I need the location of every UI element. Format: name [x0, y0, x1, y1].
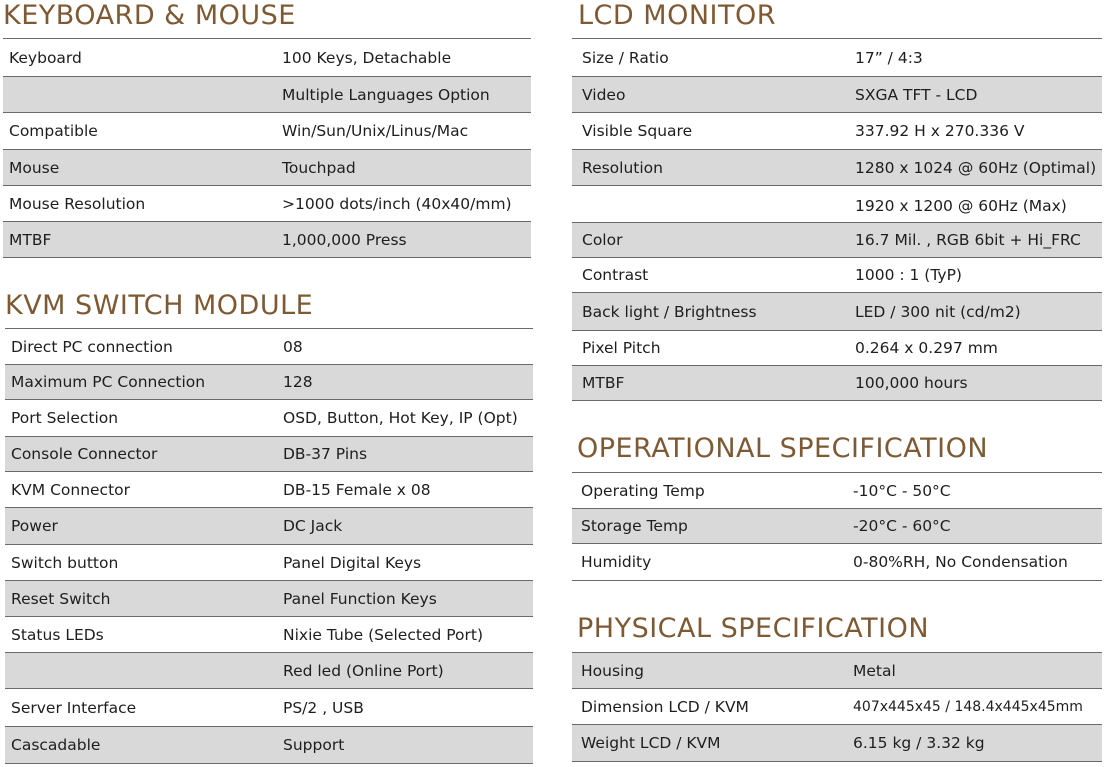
table-row — [572, 293, 1102, 331]
physical-section — [572, 613, 1102, 765]
spec-label: Weight LCD / KVM — [581, 734, 721, 752]
table-row — [572, 544, 1102, 581]
section-title: LCD MONITOR — [578, 0, 776, 31]
kvm-switch-section — [5, 290, 533, 765]
table-row — [572, 473, 1102, 509]
table-row — [5, 437, 533, 472]
spec-value: 6.15 kg / 3.32 kg — [853, 734, 985, 752]
spec-value: SXGA TFT - LCD — [855, 85, 978, 104]
table-row — [572, 689, 1102, 725]
spec-table — [572, 472, 1102, 581]
table-row — [572, 222, 1102, 258]
table-row — [572, 366, 1102, 401]
spec-table — [572, 38, 1102, 401]
spec-value: 0-80%RH, No Condensation — [853, 553, 1068, 571]
table-row — [5, 653, 533, 689]
spec-table — [3, 38, 531, 259]
spec-value: 407x445x45 / 148.4x445x45mm — [853, 698, 1083, 715]
spec-value: 1280 x 1024 @ 60Hz (Optimal) — [855, 158, 1097, 177]
spec-value: 0.264 x 0.297 mm — [855, 339, 998, 357]
spec-label: Reset Switch — [11, 589, 111, 608]
table-row — [5, 689, 533, 727]
spec-label: Storage Temp — [581, 517, 688, 535]
table-row — [572, 258, 1102, 293]
spec-value: -10°C - 50°C — [853, 481, 951, 500]
spec-value: Multiple Languages Option — [282, 85, 490, 104]
spec-value: PS/2 , USB — [283, 698, 364, 717]
spec-label: Dimension LCD / KVM — [581, 697, 749, 716]
spec-label: MTBF — [9, 230, 52, 249]
operational-section — [572, 433, 1102, 583]
spec-value: 1000 : 1 (TyP) — [855, 266, 962, 284]
spec-label: Housing — [581, 661, 645, 680]
spec-value: 128 — [283, 373, 313, 391]
spec-value: Panel Function Keys — [283, 589, 437, 608]
spec-value: Metal — [853, 661, 896, 680]
section-title: OPERATIONAL SPECIFICATION — [577, 433, 989, 464]
spec-label: Operating Temp — [581, 481, 705, 500]
spec-label: Resolution — [582, 158, 663, 177]
spec-value: 337.92 H x 270.336 V — [855, 122, 1025, 140]
spec-label: Mouse — [9, 158, 60, 177]
table-row — [5, 508, 533, 545]
spec-label: KVM Connector — [11, 480, 131, 499]
spec-label: Power — [11, 517, 58, 535]
table-row — [3, 113, 531, 150]
table-row — [5, 400, 533, 437]
table-row — [572, 509, 1102, 544]
spec-value: DB-37 Pins — [283, 445, 368, 463]
table-row — [5, 329, 533, 365]
spec-label: Status LEDs — [11, 625, 104, 644]
table-row — [3, 222, 531, 258]
spec-value: 08 — [283, 337, 303, 356]
lcd-monitor-section — [572, 0, 1102, 400]
table-row — [5, 472, 533, 508]
spec-label: Mouse Resolution — [9, 194, 146, 213]
table-row — [572, 77, 1102, 113]
spec-value: Red led (Online Port) — [283, 661, 444, 680]
table-row — [3, 150, 531, 186]
spec-value: Win/Sun/Unix/Linus/Mac — [282, 122, 469, 140]
spec-label: Video — [582, 85, 626, 104]
section-title: KVM SWITCH MODULE — [5, 290, 314, 321]
table-row — [5, 545, 533, 581]
spec-label: Pixel Pitch — [582, 339, 661, 357]
spec-value: DC Jack — [283, 517, 343, 535]
table-row — [5, 365, 533, 400]
spec-label: Back light / Brightness — [582, 302, 757, 321]
section-title: PHYSICAL SPECIFICATION — [577, 613, 930, 644]
spec-label: MTBF — [582, 374, 625, 392]
spec-value: OSD, Button, Hot Key, IP (Opt) — [283, 409, 518, 427]
spec-label: Maximum PC Connection — [11, 373, 206, 391]
table-row — [3, 39, 531, 77]
table-row — [572, 331, 1102, 366]
table-row — [572, 725, 1102, 762]
spec-label: Visible Square — [582, 122, 693, 140]
table-row — [5, 727, 533, 764]
spec-label: Cascadable — [11, 736, 101, 754]
spec-value: >1000 dots/inch (40x40/mm) — [282, 194, 512, 213]
spec-value: 1920 x 1200 @ 60Hz (Max) — [855, 197, 1067, 215]
spec-value: DB-15 Female x 08 — [283, 480, 431, 499]
table-row — [572, 39, 1102, 77]
spec-table — [572, 652, 1102, 763]
spec-label: Switch button — [11, 553, 119, 572]
spec-value: Panel Digital Keys — [283, 553, 422, 572]
spec-table — [5, 328, 533, 765]
spec-value: Touchpad — [282, 158, 356, 177]
spec-label: Compatible — [9, 122, 98, 140]
spec-label: Color — [582, 231, 623, 249]
spec-value: 17” / 4:3 — [855, 48, 923, 67]
spec-label: Direct PC connection — [11, 337, 173, 356]
spec-label: Humidity — [581, 553, 652, 571]
table-row — [572, 186, 1102, 226]
spec-value: 16.7 Mil. , RGB 6bit + Hi_FRC — [855, 231, 1081, 249]
table-row — [572, 113, 1102, 150]
table-row — [572, 653, 1102, 689]
spec-label: Server Interface — [11, 698, 137, 717]
spec-label: Port Selection — [11, 409, 119, 427]
table-row — [3, 186, 531, 222]
keyboard-mouse-section — [3, 0, 531, 260]
section-title: KEYBOARD & MOUSE — [3, 0, 296, 31]
table-row — [5, 617, 533, 653]
table-row — [572, 150, 1102, 186]
spec-label: Keyboard — [9, 48, 82, 67]
spec-value: 100,000 hours — [855, 374, 968, 392]
spec-value: -20°C - 60°C — [853, 517, 951, 535]
spec-value: LED / 300 nit (cd/m2) — [855, 302, 1021, 321]
table-row — [3, 77, 531, 113]
spec-label: Contrast — [582, 266, 649, 284]
table-row — [5, 581, 533, 617]
spec-value: Support — [283, 736, 345, 754]
spec-value: 100 Keys, Detachable — [282, 48, 452, 67]
spec-label: Size / Ratio — [582, 48, 669, 67]
spec-value: 1,000,000 Press — [282, 230, 407, 249]
spec-label: Console Connector — [11, 445, 158, 463]
spec-value: Nixie Tube (Selected Port) — [283, 625, 484, 644]
